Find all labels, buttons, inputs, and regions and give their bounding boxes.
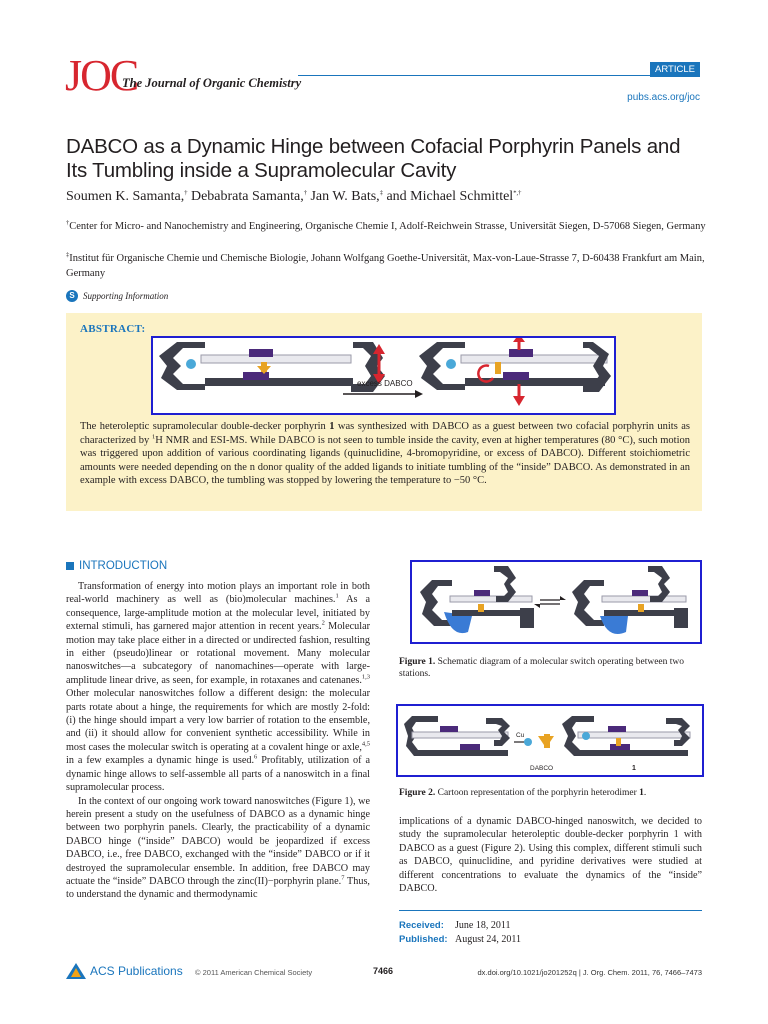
paragraph: Transformation of energy into motion plays an important role in both real-world machinery as well as (bio)molecular machines.$^1$ As a consequence, large-amplitude motion at the molecular level, initiated by external stimuli, has garnered major attention in recent years.$^2$ Molecular motion may take place either in a directed or undirected fashion, resulting in either (pseudo)linear or rotational movement. Many molecular nanoswitches—a subcategory of nanomachines—operate with large-amplitude linear drive, as seen, for example, in rotaxanes and catenanes.$^{1,3}$ Other molecular nanoswitches follow a different design: the molecular parts rotate about a hinge, the requirements for which are mostly 2-fold: (i) the hinge should impart a very low barrier of rotation to the ensemble, and (ii) it should allow for convenient synthetic accessibility. While in most cases the molecular switch is operating at a covalent hinge or axle,$^{4,5}$ in a few examples a dynamic hinge is used.$^6$ Profitably, utilization of a dynamic hinge allows to self-assemble all parts of a nanoswitch in a final supramolecular process. — [66, 581, 371, 794]
supporting-info-label: Supporting Information — [83, 291, 169, 301]
dabco-label: DABCO — [530, 765, 554, 772]
caption-text: Cartoon representation of the porphyrin heterodimer — [437, 788, 640, 798]
date-divider — [399, 910, 702, 911]
affiliation-mark: ‡ — [66, 251, 70, 259]
citation-link[interactable]: 1 — [335, 593, 339, 601]
caption-text: Schematic diagram of a molecular switch operating between two stations. — [399, 657, 685, 679]
abstract-segment: H NMR and ESI-MS. While DABCO is not seen to tumble inside the cavity, even at higher temperatures (80 °C), such motion was triggered upon addition of various coordinating ligands (quinuclidine, 4-bromopyridine, or excess of DABCO). Different stoichiometric amounts were needed depending on the n donor quality of the added ligands to initiate tumbling of the “inside” DABCO. As demonstrated in an example with excess DABCO, the tumbling was stopped by lowering the temperature to −50 °C. — [80, 434, 690, 487]
section-marker-icon — [66, 562, 74, 570]
author-mark: † — [303, 189, 307, 197]
introduction-heading — [66, 560, 167, 572]
isotope-superscript: 1 — [152, 433, 156, 441]
article-title: DABCO as a Dynamic Hinge between Cofacial Porphyrin Panels and Its Tumbling inside a Supramolecular Cavity — [66, 135, 681, 182]
affiliation — [66, 251, 706, 281]
supporting-info-icon: S — [66, 290, 78, 302]
abstract-segment: The heteroleptic supramolecular double-decker porphyrin — [80, 421, 330, 432]
excess-dabco-label: excess DABCO — [357, 379, 413, 388]
figure-2-caption — [399, 787, 702, 799]
affiliation-mark: † — [66, 219, 70, 227]
author-name[interactable]: Soumen K. Samanta, — [66, 189, 185, 204]
figure-1-graphic — [410, 560, 702, 644]
journal-url-link[interactable]: pubs.acs.org/joc — [627, 92, 700, 103]
figure-1-caption — [399, 656, 702, 680]
supporting-information-link[interactable] — [66, 289, 168, 303]
header-rule — [298, 75, 700, 76]
published-value: August 24, 2011 — [455, 934, 522, 945]
compound-label: 1 — [632, 765, 636, 772]
published-date — [399, 934, 521, 945]
received-label: Received: — [399, 920, 444, 931]
citation-link[interactable]: 4,5 — [361, 740, 370, 748]
author-name[interactable]: Debabrata Samanta, — [190, 189, 304, 204]
citation-link[interactable]: 6 — [254, 753, 258, 761]
acs-logo-icon — [66, 963, 86, 979]
article-type-badge: ARTICLE — [650, 62, 700, 77]
page-number: 7466 — [373, 966, 394, 976]
molecular-switch-diagram — [412, 562, 700, 642]
compound-number: 1 — [329, 421, 335, 432]
publisher-name: ACS Publications — [90, 964, 183, 978]
author-mark: † — [184, 189, 188, 197]
published-label: Published: — [399, 934, 448, 945]
author-name[interactable]: Jan W. Bats, — [310, 189, 380, 204]
figure-label: Figure 2. — [399, 788, 436, 798]
cu-label: Cu — [516, 732, 525, 739]
paragraph: In the context of our ongoing work toward nanoswitches (Figure 1), we herein present a study on the usefulness of DABCO as a dynamic hinge between two porphyrin panels. Clearly, the practicability of a dynamic DABCO hinge (“inside” DABCO) would be jeopardized if excess DABCO, i.e., free DABCO, exchanged with the “inside” DABCO or if it destroyed the supramolecular ensemble. In addition, free DABCO may actuate the “inside” DABCO through the zinc(II)−porphyrin plane.$^7$ Thus, to understand the dynamic and thermodynamic — [66, 795, 370, 901]
compound-number: 1 — [639, 788, 644, 798]
copyright-notice: © 2011 American Chemical Society — [195, 968, 313, 977]
affiliation-text: Institut für Organische Chemie und Chemische Biologie, Johann Wolfgang Goethe-Universität, Max-von-Laue-Strasse 7, D-60438 Frankfurt am Main, Germany — [66, 253, 705, 279]
abstract-heading: ABSTRACT: — [80, 323, 146, 335]
section-title: INTRODUCTION — [79, 560, 168, 572]
caption-text: . — [643, 788, 647, 798]
abstract-text — [80, 420, 690, 488]
journal-logo — [65, 51, 325, 100]
acs-publications-logo[interactable] — [66, 963, 183, 979]
introduction-continued: implications of a dynamic DABCO-hinged nanoswitch, we decided to study the supramolecular heteroleptic double-decker porphyrin 1 with DABCO as a guest (Figure 2). Using this complex, different stimuli such as DABCO, quinuclidine, and pyridine derivatives were studied at different concentrations to evaluate the dynamics of the “inside” DABCO. — [399, 816, 702, 895]
porphyrin-tumbling-diagram — [153, 338, 614, 413]
porphyrin-heterodimer-diagram — [398, 706, 702, 775]
figure-2-graphic — [396, 704, 704, 777]
journal-name: The Journal of Organic Chemistry — [122, 76, 302, 90]
abstract-graphic — [151, 336, 616, 415]
affiliation — [66, 219, 706, 234]
logo-mark: JOC — [65, 51, 138, 100]
citation-link[interactable]: 7 — [341, 874, 345, 882]
received-date — [399, 920, 510, 931]
introduction-body — [66, 580, 370, 902]
affiliation-text: Center for Micro- and Nanochemistry and Engineering, Organische Chemie I, Adolf-Reichwein Strasse, Universität Siegen, D-57068 Siegen, Germany — [69, 221, 706, 232]
figure-label: Figure 1. — [399, 657, 436, 667]
author-list — [66, 188, 706, 206]
author-name[interactable]: and Michael Schmittel — [386, 189, 514, 204]
doi-citation-link[interactable]: dx.doi.org/10.1021/jo201252q | J. Org. Chem. 2011, 76, 7466–7473 — [477, 968, 702, 977]
citation-link[interactable]: 2 — [321, 619, 325, 627]
abstract-segment: was synthesized with DABCO as a guest between two cofacial porphyrin units as characterized by — [80, 421, 690, 446]
received-value: June 18, 2011 — [455, 920, 511, 931]
author-mark: ‡ — [379, 189, 383, 197]
citation-link[interactable]: 1,3 — [361, 673, 370, 681]
author-mark: *,† — [513, 189, 522, 197]
